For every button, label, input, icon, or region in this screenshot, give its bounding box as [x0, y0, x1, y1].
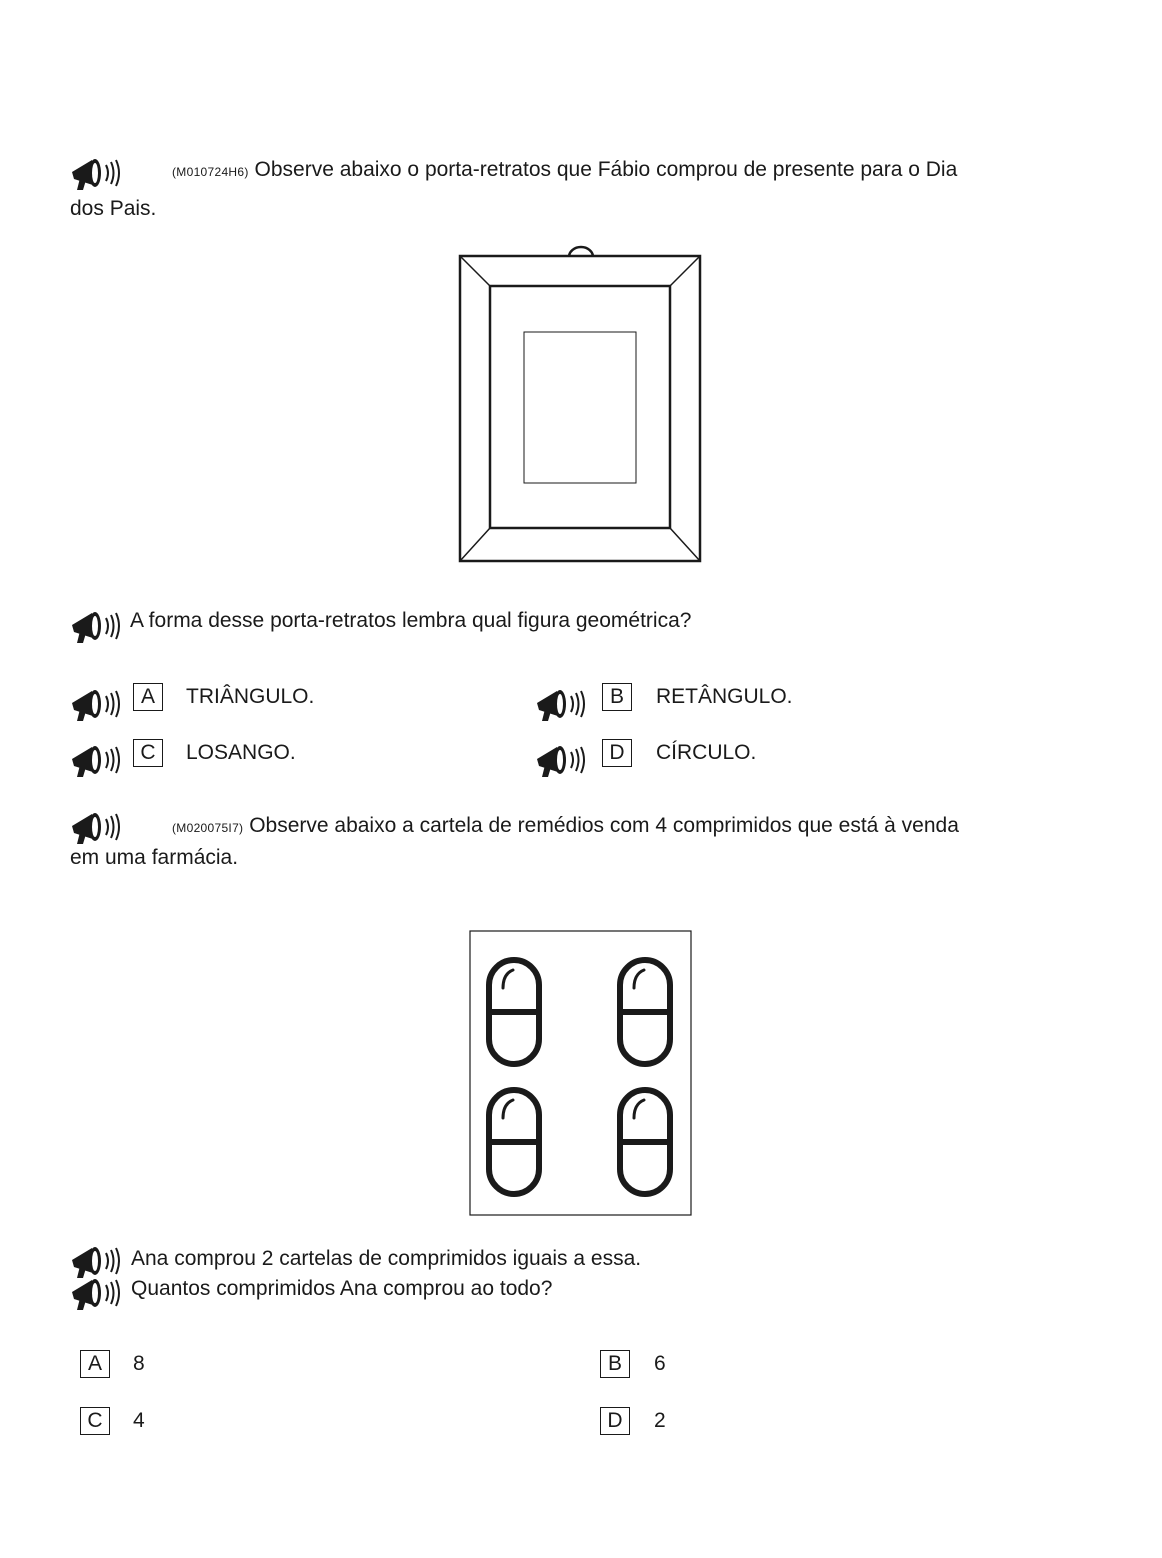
question-1-prompt: A forma desse porta-retratos lembra qual figura geométrica?: [130, 609, 692, 632]
megaphone-icon[interactable]: [68, 739, 122, 779]
question-2-statement: Ana comprou 2 cartelas de comprimidos iguais a essa.: [131, 1247, 642, 1270]
megaphone-icon[interactable]: [68, 683, 122, 723]
question-2-code: (M020075I7): [172, 821, 244, 835]
option-text: LOSANGO.: [186, 741, 296, 764]
megaphone-icon[interactable]: [533, 739, 587, 779]
question-1-intro: [70, 158, 1092, 184]
picture-frame-figure: [455, 245, 707, 567]
megaphone-icon[interactable]: [533, 683, 587, 723]
option-text: 2: [654, 1409, 666, 1432]
option-letter-box: D: [600, 1407, 630, 1435]
megaphone-icon[interactable]: [68, 1272, 122, 1312]
pill-card-figure: [469, 930, 693, 1217]
option-letter-box: C: [80, 1407, 110, 1435]
option-letter-box: B: [602, 683, 632, 711]
option-text: CÍRCULO.: [656, 741, 757, 764]
option-text: 4: [133, 1409, 145, 1432]
question-2-intro-line1: Observe abaixo a cartela de remédios com 4 comprimidos que está à venda: [249, 814, 959, 837]
option-text: 6: [654, 1352, 666, 1375]
question-1-intro-line2: dos Pais.: [70, 197, 157, 220]
question-2-prompt: Quantos comprimidos Ana comprou ao todo?: [131, 1277, 553, 1300]
option-letter-box: B: [600, 1350, 630, 1378]
option-text: TRIÂNGULO.: [186, 685, 315, 708]
option-text: 8: [133, 1352, 145, 1375]
option-letter-box: D: [602, 739, 632, 767]
option-letter-box: A: [80, 1350, 110, 1378]
megaphone-icon[interactable]: [68, 605, 122, 645]
question-2-intro: [70, 814, 1092, 840]
question-2-intro-line2: em uma farmácia.: [70, 846, 239, 869]
question-1-code: (M010724H6): [172, 165, 249, 179]
question-1-intro-line1: Observe abaixo o porta-retratos que Fábio comprou de presente para o Dia: [254, 158, 958, 181]
option-letter-box: A: [133, 683, 163, 711]
option-text: RETÂNGULO.: [656, 685, 793, 708]
option-letter-box: C: [133, 739, 163, 767]
